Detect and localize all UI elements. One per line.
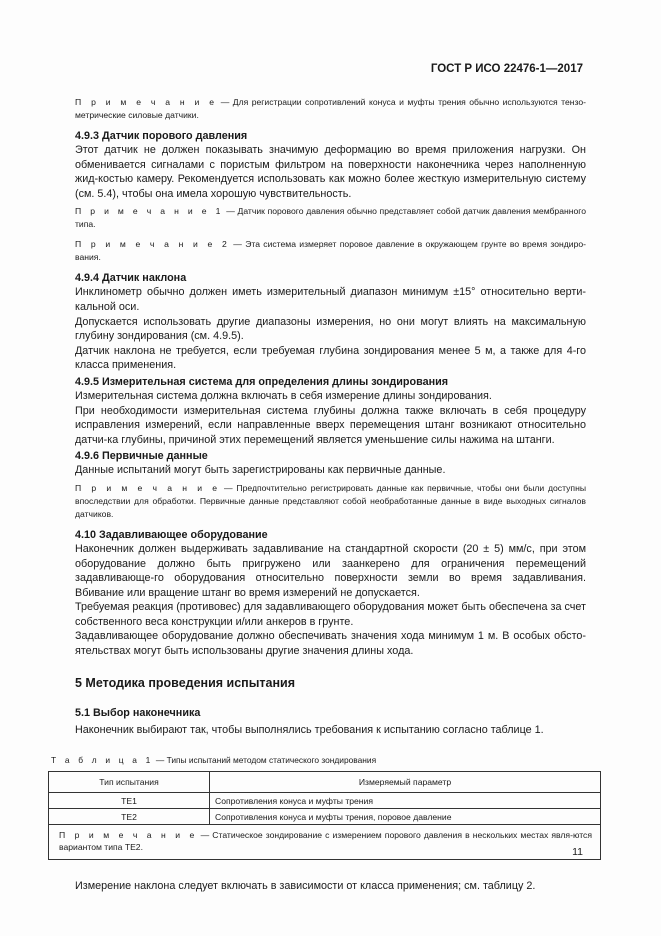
paragraph: При необходимости измерительная система глубины должна также включать в себя процедуру исправления измерений, если направленные вверх перемещения штанг возникают относительно датчи-ка глубины, причиной этих перемещений является уменьшение силы нажима на штанги.: [75, 404, 586, 446]
paragraph: Наконечник должен выдерживать задавливание на стандартной скорости (20 ± 5) мм/с, при этом оборудование должно быть пригружено или заанкерено для ограничения перемещений задавливающе-го оборудования относительно поверхности земли во время задавливания. Вбивание или вращение штанг во время измерений не допускается.: [75, 542, 586, 599]
paragraph: Данные испытаний могут быть зарегистрированы как первичные данные.: [75, 464, 446, 477]
note-lead: П р и м е ч а н и е 2: [75, 239, 230, 250]
test-types-table: [48, 771, 601, 860]
cell-parameter: Сопротивления конуса и муфты трения, поровое давление: [210, 809, 601, 825]
heading-4-9-4: 4.9.4 Датчик наклона: [75, 272, 187, 285]
cell-test-type: TE1: [49, 793, 210, 809]
heading-section-5: 5 Методика проведения испытания: [75, 675, 295, 690]
paragraph: Инклинометр обычно должен иметь измерительный диапазон минимум ±15° относительно верти-кальной оси.: [75, 286, 586, 313]
caption-text: — Типы испытаний методом статического зондирования: [153, 755, 377, 766]
page-content: [51, 92, 592, 893]
paragraph: Датчик наклона не требуется, если требуемая глубина зондирования менее 5 м, а также для 4-го класса применения.: [75, 344, 586, 372]
note-raw-data: [75, 482, 586, 521]
note-text: — Для регистрации сопротивлений конуса и муфты трения обычно используются тензо-метрические силовые датчики.: [75, 97, 586, 120]
note-1-pore-sensor: [75, 205, 586, 231]
heading-4-9-6: 4.9.6 Первичные данные: [75, 450, 208, 463]
heading-4-9-3: 4.9.3 Датчик порового давления: [75, 130, 248, 142]
note-force-sensors: [75, 96, 586, 122]
note-lead: П р и м е ч а н и е: [59, 830, 198, 841]
note-lead: П р и м е ч а н и е 1: [75, 206, 224, 217]
column-header-test-type: Тип испытания: [49, 772, 210, 793]
table-header-row: [49, 772, 601, 793]
table-caption: [51, 755, 586, 765]
note-text: — Эта система измеряет поровое давление в окружающем грунте во время зондиро-вания.: [75, 239, 586, 263]
page-number: 11: [572, 846, 583, 858]
note-lead: П р и м е ч а н и е: [75, 482, 221, 493]
table-row: [49, 809, 601, 825]
column-header-parameter: Измеряемый параметр: [210, 772, 601, 793]
cell-parameter: Сопротивления конуса и муфты трения: [210, 793, 601, 809]
heading-5-1: 5.1 Выбор наконечника: [75, 706, 201, 719]
cell-test-type: TE2: [49, 809, 210, 825]
paragraph: Этот датчик не должен показывать значимую деформацию во время приложения нагрузки. Он обменивается сигналами с пористым фильтром на поверхности наконечника через наполненную жид-костью камеру. Рекомендуется использовать как можно более жесткую измерительную систему (см. 5.4), чтобы она имела хорошую чувствительность.: [75, 144, 586, 200]
table-note: [49, 825, 601, 860]
table-row: [49, 793, 601, 809]
table-note-row: [49, 825, 601, 860]
note-text: — Датчик порового давления обычно представляет собой датчик давления мембранного типа.: [75, 206, 586, 230]
note-text: — Предпочтительно регистрировать данные как первичные, чтобы они были доступны впоследствии для обработки. Первичные данные представляют собой необработанные данные в виде выходных сигналов датчиков.: [75, 482, 586, 519]
paragraph: Наконечник выбирают так, чтобы выполнялись требования к испытанию согласно таблице 1.: [75, 723, 544, 736]
standard-header: ГОСТ Р ИСО 22476-1—2017: [430, 63, 583, 75]
paragraph: Допускается использовать другие диапазоны измерения, но они могут влиять на максимальную глубину зондирования (см. 4.9.5).: [75, 315, 586, 343]
heading-4-10: 4.10 Задавливающее оборудование: [75, 528, 268, 541]
paragraph-final: Измерение наклона следует включать в зависимости от класса применения; см. таблицу 2.: [75, 880, 536, 893]
note-text: — Статическое зондирование с измерением порового давления в нескольких местах явля-ются вариантом типа TE2.: [59, 830, 592, 853]
note-lead: П р и м е ч а н и е: [75, 97, 218, 107]
paragraph: Требуемая реакция (противовес) для задавливающего оборудования может быть обеспечена за счет собственного веса конструкции и/или анкеров в грунте.: [75, 601, 586, 628]
heading-4-9-5: 4.9.5 Измерительная система для определения длины зондирования: [75, 375, 449, 388]
paragraph: Задавливающее оборудование должно обеспечивать значения хода минимум 1 м. В особых обсто-ятельствах могут быть использованы другие значения длины хода.: [75, 630, 586, 658]
note-2-pore-sensor: [75, 238, 586, 264]
paragraph: Измерительная система должна включать в себя измерение длины зондирования.: [75, 389, 492, 402]
caption-lead: Т а б л и ц а 1: [51, 755, 154, 766]
